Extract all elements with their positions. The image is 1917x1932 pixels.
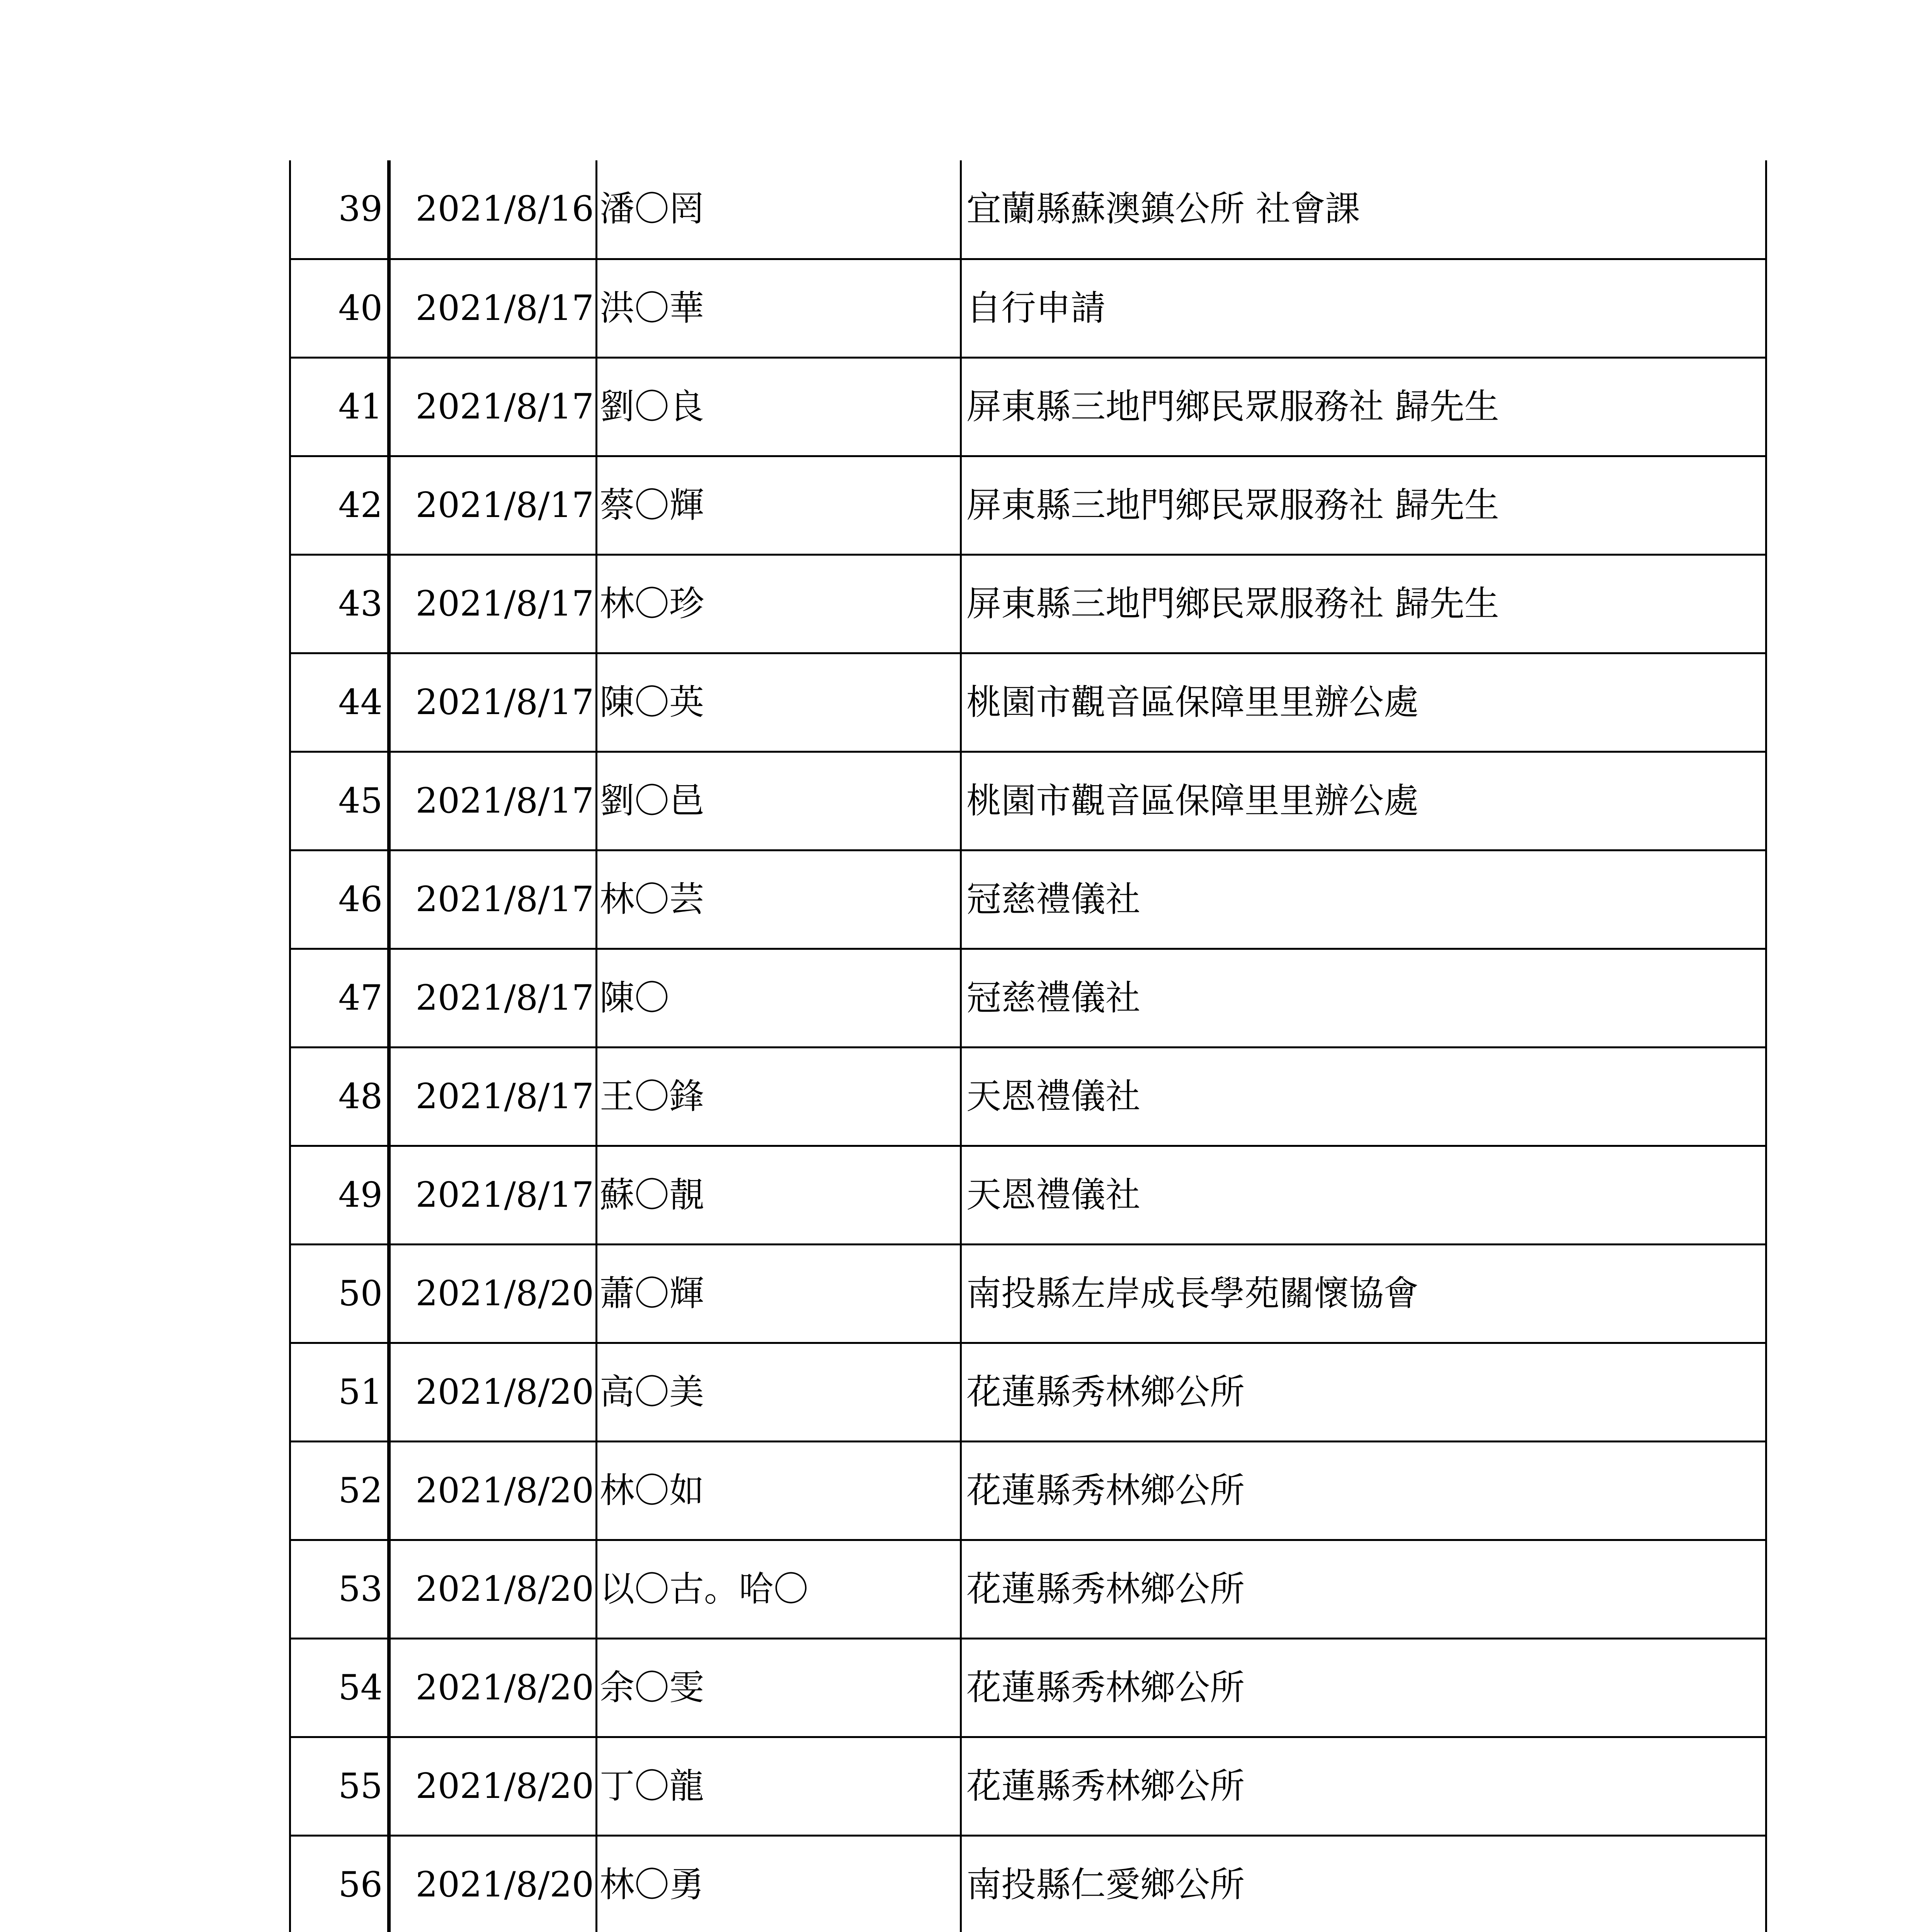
- name-cell: 余〇雯: [597, 1638, 961, 1737]
- table-row: [290, 850, 1766, 949]
- organization-cell: 南投縣仁愛鄉公所: [961, 1835, 1766, 1932]
- row-number-cell: 56: [290, 1835, 389, 1932]
- table-row: [290, 1638, 1766, 1737]
- table-row: [290, 160, 1766, 259]
- table-row: [290, 752, 1766, 850]
- organization-cell: 屏東縣三地門鄉民眾服務社 歸先生: [961, 554, 1766, 653]
- organization-cell: 花蓮縣秀林鄉公所: [961, 1343, 1766, 1441]
- organization-cell: 宜蘭縣蘇澳鎮公所 社會課: [961, 160, 1766, 259]
- date-cell: 2021/8/17: [389, 357, 597, 456]
- table-row: [290, 1146, 1766, 1244]
- table-row: [290, 949, 1766, 1047]
- date-cell: 2021/8/17: [389, 850, 597, 949]
- name-cell: 劉〇邑: [597, 752, 961, 850]
- date-cell: 2021/8/16: [389, 160, 597, 259]
- date-cell: 2021/8/20: [389, 1638, 597, 1737]
- date-cell: 2021/8/17: [389, 653, 597, 752]
- table-row: [290, 653, 1766, 752]
- row-number-cell: 45: [290, 752, 389, 850]
- table-row: [290, 1737, 1766, 1835]
- date-cell: 2021/8/20: [389, 1244, 597, 1343]
- name-cell: 蕭〇輝: [597, 1244, 961, 1343]
- row-number-cell: 55: [290, 1737, 389, 1835]
- date-cell: 2021/8/17: [389, 1146, 597, 1244]
- organization-cell: 桃園市觀音區保障里里辦公處: [961, 653, 1766, 752]
- organization-cell: 花蓮縣秀林鄉公所: [961, 1540, 1766, 1638]
- row-number-cell: 43: [290, 554, 389, 653]
- name-cell: 劉〇良: [597, 357, 961, 456]
- table-row: [290, 1047, 1766, 1146]
- row-number-cell: 53: [290, 1540, 389, 1638]
- organization-cell: 桃園市觀音區保障里里辦公處: [961, 752, 1766, 850]
- organization-cell: 花蓮縣秀林鄉公所: [961, 1737, 1766, 1835]
- table-row: [290, 1441, 1766, 1540]
- row-number-cell: 48: [290, 1047, 389, 1146]
- date-cell: 2021/8/20: [389, 1441, 597, 1540]
- organization-cell: 花蓮縣秀林鄉公所: [961, 1638, 1766, 1737]
- date-cell: 2021/8/17: [389, 456, 597, 554]
- name-cell: 陳〇英: [597, 653, 961, 752]
- organization-cell: 自行申請: [961, 259, 1766, 357]
- date-cell: 2021/8/20: [389, 1343, 597, 1441]
- organization-cell: 冠慈禮儀社: [961, 949, 1766, 1047]
- name-cell: 蘇〇靚: [597, 1146, 961, 1244]
- date-cell: 2021/8/20: [389, 1737, 597, 1835]
- row-number-cell: 47: [290, 949, 389, 1047]
- record-table-body: [290, 160, 1766, 1932]
- row-number-cell: 39: [290, 160, 389, 259]
- name-cell: 林〇芸: [597, 850, 961, 949]
- row-number-cell: 40: [290, 259, 389, 357]
- organization-cell: 屏東縣三地門鄉民眾服務社 歸先生: [961, 357, 1766, 456]
- name-cell: 高〇美: [597, 1343, 961, 1441]
- table-row: [290, 1244, 1766, 1343]
- table-row: [290, 456, 1766, 554]
- date-cell: 2021/8/17: [389, 554, 597, 653]
- date-cell: 2021/8/17: [389, 259, 597, 357]
- name-cell: 王〇鋒: [597, 1047, 961, 1146]
- row-number-cell: 46: [290, 850, 389, 949]
- organization-cell: 天恩禮儀社: [961, 1146, 1766, 1244]
- name-cell: 潘〇罔: [597, 160, 961, 259]
- organization-cell: 天恩禮儀社: [961, 1047, 1766, 1146]
- row-number-cell: 44: [290, 653, 389, 752]
- name-cell: 洪〇華: [597, 259, 961, 357]
- row-number-cell: 42: [290, 456, 389, 554]
- organization-cell: 南投縣左岸成長學苑關懷協會: [961, 1244, 1766, 1343]
- table-row: [290, 1343, 1766, 1441]
- table-row: [290, 554, 1766, 653]
- row-number-cell: 52: [290, 1441, 389, 1540]
- name-cell: 林〇如: [597, 1441, 961, 1540]
- name-cell: 林〇珍: [597, 554, 961, 653]
- table-row: [290, 1540, 1766, 1638]
- organization-cell: 冠慈禮儀社: [961, 850, 1766, 949]
- name-cell: 陳〇: [597, 949, 961, 1047]
- table-row: [290, 357, 1766, 456]
- date-cell: 2021/8/17: [389, 1047, 597, 1146]
- table-row: [290, 1835, 1766, 1932]
- row-number-cell: 49: [290, 1146, 389, 1244]
- name-cell: 林〇勇: [597, 1835, 961, 1932]
- organization-cell: 花蓮縣秀林鄉公所: [961, 1441, 1766, 1540]
- name-cell: 以〇古。哈〇: [597, 1540, 961, 1638]
- date-cell: 2021/8/20: [389, 1835, 597, 1932]
- name-cell: 蔡〇輝: [597, 456, 961, 554]
- date-cell: 2021/8/20: [389, 1540, 597, 1638]
- date-cell: 2021/8/17: [389, 949, 597, 1047]
- row-number-cell: 51: [290, 1343, 389, 1441]
- record-table: [289, 160, 1767, 1932]
- row-number-cell: 54: [290, 1638, 389, 1737]
- date-cell: 2021/8/17: [389, 752, 597, 850]
- name-cell: 丁〇龍: [597, 1737, 961, 1835]
- row-number-cell: 41: [290, 357, 389, 456]
- row-number-cell: 50: [290, 1244, 389, 1343]
- organization-cell: 屏東縣三地門鄉民眾服務社 歸先生: [961, 456, 1766, 554]
- table-row: [290, 259, 1766, 357]
